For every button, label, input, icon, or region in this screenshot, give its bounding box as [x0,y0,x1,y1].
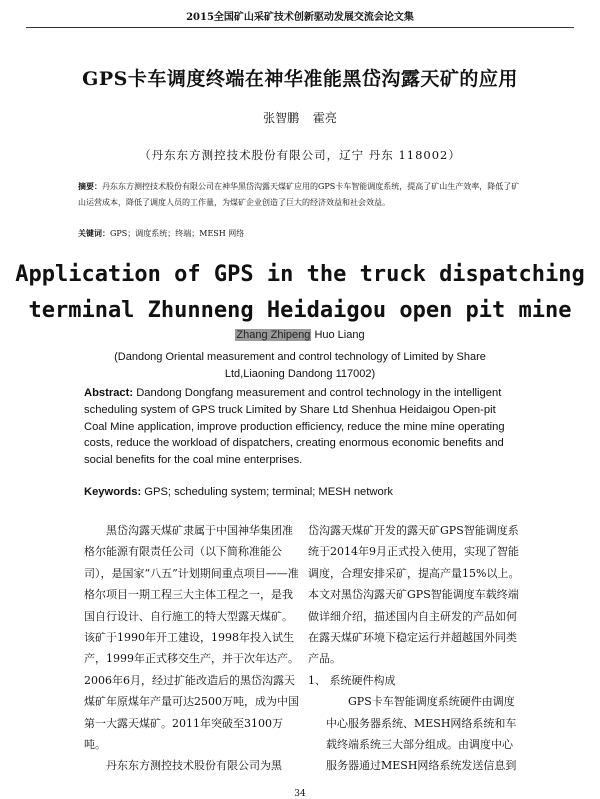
chinese-title: GPS卡车调度终端在神华准能黑岱沟露天矿的应用 [82,68,518,90]
chinese-abstract-label: 摘要： [78,181,102,191]
chinese-abstract [78,178,526,211]
chinese-keywords [78,228,526,239]
chinese-affiliation: （丹东东方测控技术股份有限公司，辽宁 丹东 118002） [139,148,461,162]
english-keywords [84,486,520,498]
chinese-authors: 张智鹏 霍亮 [263,111,337,125]
chinese-abstract-text: 丹东东方测控技术股份有限公司在神华黑岱沟露天煤矿应用的GPS卡车智能调度系统，提高了矿山生产效率，降低了矿山运营成本，降低了调度人员的工作量，为煤矿企业创造了巨大的经济效益和社会效益。 [78,182,520,207]
english-abstract-text: Dandong Dongfang measurement and control technology in the intelligent scheduling system of GPS truck Limited by Share Ltd Shenhua Heidaigou Open-pit Coal Mine application, improve production efficiency, reduce the mine mine operating costs, reduce the workload of dispatchers, creating enormous economic benefits and social benefits for the coal mine enterprises. [84,387,505,467]
english-author-struck: Zhang Zhipeng [236,329,311,341]
body-paragraph: 丹东东方测控技术股份有限公司为黑 [106,759,282,773]
english-title [0,257,600,329]
english-keywords-label: Keywords: [84,486,142,498]
section-heading-1: 1、 系统硬件构成 [308,673,396,687]
english-title-line-1: Application of GPS in the truck dispatching [15,262,585,287]
english-title-line-2: terminal Zhunneng Heidaigou open pit mine [28,298,572,323]
running-header: 2015全国矿山采矿技术创新驱动发展交流会论文集 [186,12,414,23]
page-number: 34 [294,789,306,799]
english-affiliation [90,349,510,383]
body-column-left [84,520,299,777]
chinese-keywords-text: GPS；调度系统；终端；MESH 网络 [110,229,245,238]
english-author-rest: Huo Liang [311,329,365,341]
body-paragraph: 黑岱沟露天煤矿隶属于中国神华集团准格尔能源有限责任公司（以下简称准能公司），是国家“八五”计划期间重点项目——准格尔项目一期工程三大主体工程之一，是我国自行设计、自行施工的特大型露天煤矿。该矿于1990年开工建设，1998年投入试生产，1999年正式移交生产，并于次年达产。2006年6月，经过扩能改造后的黑岱沟露天煤矿年原煤年产量可达2500万吨，成为中国第一大露天煤矿。2011年突破至3100万吨。 [84,524,299,752]
english-abstract-label: Abstract: [84,387,134,399]
header-rule [26,27,574,28]
english-affiliation-line-2: Ltd,Liaoning Dandong 117002) [224,368,376,380]
body-paragraph: GPS卡车智能调度系统硬件由调度中心服务器系统、MESH网络系统和车载终端系统三大部分组成。由调度中心服务器通过MESH网络系统发送信息到 [326,695,517,773]
chinese-keywords-label: 关键词： [78,228,110,238]
english-authors [0,329,600,341]
english-keywords-text: GPS; scheduling system; terminal; MESH network [141,486,394,498]
body-column-right [308,520,523,777]
english-affiliation-line-1: (Dandong Oriental measurement and control technology of Limited by Share [114,351,486,363]
english-abstract [84,385,520,469]
body-paragraph: 岱沟露天煤矿开发的露天矿GPS智能调度系统于2014年9月正式投入使用，实现了智能调度，合理安排采矿，提高产量15%以上。本文对黑岱沟露天矿GPS智能调度车载终端做详细介绍，描述国内自主研发的产品如何在露天煤矿环境下稳定运行并超越国外同类产品。 [308,524,520,666]
